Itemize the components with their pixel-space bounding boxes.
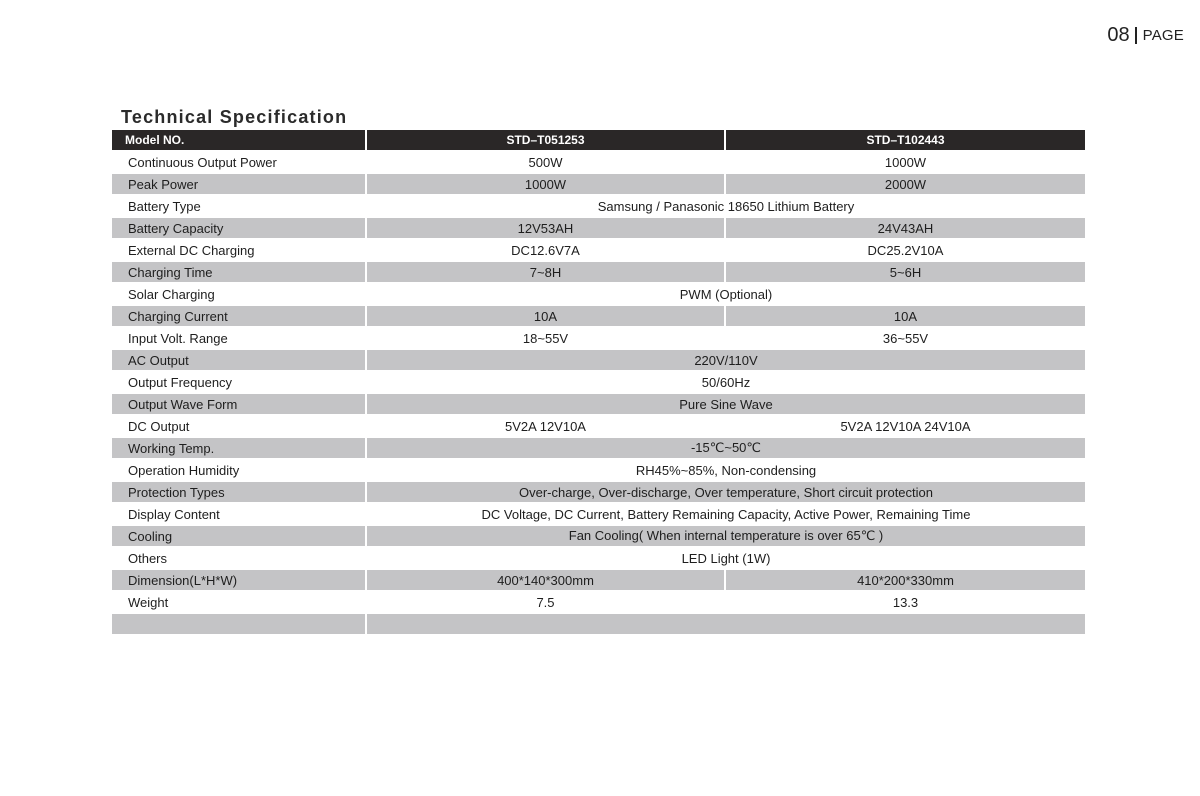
table-row bbox=[112, 570, 1085, 590]
footer-label-cell bbox=[112, 614, 365, 634]
table-row bbox=[112, 174, 1085, 194]
row-value-model-b: 36~55V bbox=[882, 330, 929, 346]
row-value-shared: Over-charge, Over-discharge, Over temperature, Short circuit protection bbox=[367, 482, 1085, 502]
row-value-shared: LED Light (1W) bbox=[681, 550, 771, 566]
row-value-shared: PWM (Optional) bbox=[679, 286, 773, 302]
row-value-model-a: 5V2A 12V10A bbox=[505, 418, 586, 434]
row-label: Weight bbox=[128, 594, 169, 610]
row-value-model-b: 24V43AH bbox=[726, 218, 1085, 238]
row-value-shared: 50/60Hz bbox=[701, 374, 751, 390]
table-row bbox=[112, 350, 1085, 370]
row-label: Solar Charging bbox=[128, 286, 215, 302]
row-value-model-a: 7.5 bbox=[536, 594, 555, 610]
table-row bbox=[112, 284, 1085, 304]
table-row bbox=[112, 482, 1085, 502]
header-model-b: STD–T102443 bbox=[726, 130, 1085, 150]
spec-rows bbox=[112, 152, 1085, 612]
row-label: Peak Power bbox=[112, 174, 365, 194]
page-separator bbox=[1135, 27, 1137, 44]
spec-table bbox=[112, 130, 1085, 636]
row-value-model-a: 7~8H bbox=[367, 262, 724, 282]
row-value-model-b: 10A bbox=[726, 306, 1085, 326]
row-label: AC Output bbox=[112, 350, 365, 370]
header-model-label: Model NO. bbox=[112, 130, 365, 150]
row-value-shared: Pure Sine Wave bbox=[367, 394, 1085, 414]
row-label: Battery Capacity bbox=[112, 218, 365, 238]
row-label: Continuous Output Power bbox=[128, 154, 277, 170]
page-marker bbox=[1107, 24, 1184, 47]
section-title: Technical Specification bbox=[121, 107, 348, 127]
table-row bbox=[112, 328, 1085, 348]
row-value-model-b: 13.3 bbox=[892, 594, 919, 610]
row-value-model-a: 12V53AH bbox=[367, 218, 724, 238]
row-value-shared: 220V/110V bbox=[367, 350, 1085, 370]
row-label: Charging Current bbox=[112, 306, 365, 326]
row-value-model-a: 10A bbox=[367, 306, 724, 326]
row-label: Operation Humidity bbox=[128, 462, 240, 478]
table-row bbox=[112, 152, 1085, 172]
table-row bbox=[112, 548, 1085, 568]
table-row bbox=[112, 240, 1085, 260]
row-value-model-b: 410*200*330mm bbox=[726, 570, 1085, 590]
row-label: External DC Charging bbox=[128, 242, 255, 258]
row-value-model-b: 2000W bbox=[726, 174, 1085, 194]
row-label: Cooling bbox=[112, 526, 365, 546]
row-value-model-b: DC25.2V10A bbox=[867, 242, 944, 258]
table-row bbox=[112, 218, 1085, 238]
row-value-shared: Samsung / Panasonic 18650 Lithium Battery bbox=[597, 198, 855, 214]
table-row bbox=[112, 372, 1085, 392]
row-value-model-b: 5V2A 12V10A 24V10A bbox=[840, 418, 971, 434]
table-row bbox=[112, 306, 1085, 326]
row-label: Input Volt. Range bbox=[128, 330, 228, 346]
table-row bbox=[112, 416, 1085, 436]
table-row bbox=[112, 394, 1085, 414]
header-model-a: STD–T051253 bbox=[367, 130, 724, 150]
row-label: Display Content bbox=[128, 506, 220, 522]
table-row bbox=[112, 592, 1085, 612]
table-header-row bbox=[112, 130, 1085, 150]
footer-value-cell bbox=[367, 614, 1085, 634]
row-value-model-a: DC12.6V7A bbox=[511, 242, 580, 258]
page-number: 08 bbox=[1107, 24, 1130, 46]
row-value-shared: -15℃~50℃ bbox=[367, 438, 1085, 458]
row-label: Dimension(L*H*W) bbox=[112, 570, 365, 590]
row-label: Output Wave Form bbox=[112, 394, 365, 414]
row-label: Battery Type bbox=[128, 198, 201, 214]
row-value-model-a: 18~55V bbox=[522, 330, 569, 346]
row-label: Working Temp. bbox=[112, 438, 365, 458]
table-row bbox=[112, 526, 1085, 546]
table-row bbox=[112, 460, 1085, 480]
row-label: Charging Time bbox=[112, 262, 365, 282]
table-row bbox=[112, 438, 1085, 458]
row-label: DC Output bbox=[128, 418, 190, 434]
table-row bbox=[112, 504, 1085, 524]
row-value-shared: DC Voltage, DC Current, Battery Remaining Capacity, Active Power, Remaining Time bbox=[481, 506, 971, 522]
row-value-model-a: 400*140*300mm bbox=[367, 570, 724, 590]
page-word: PAGE bbox=[1142, 27, 1184, 44]
row-label: Protection Types bbox=[112, 482, 365, 502]
row-value-model-a: 1000W bbox=[367, 174, 724, 194]
row-value-model-b: 1000W bbox=[884, 154, 927, 170]
table-row bbox=[112, 262, 1085, 282]
row-label: Others bbox=[128, 550, 168, 566]
row-value-shared: RH45%~85%, Non-condensing bbox=[635, 462, 817, 478]
row-value-model-a: 500W bbox=[528, 154, 563, 170]
row-value-model-b: 5~6H bbox=[726, 262, 1085, 282]
table-row bbox=[112, 196, 1085, 216]
row-label: Output Frequency bbox=[128, 374, 233, 390]
row-value-shared: Fan Cooling( When internal temperature is over 65℃ ) bbox=[367, 526, 1085, 546]
table-footer-row bbox=[112, 614, 1085, 634]
